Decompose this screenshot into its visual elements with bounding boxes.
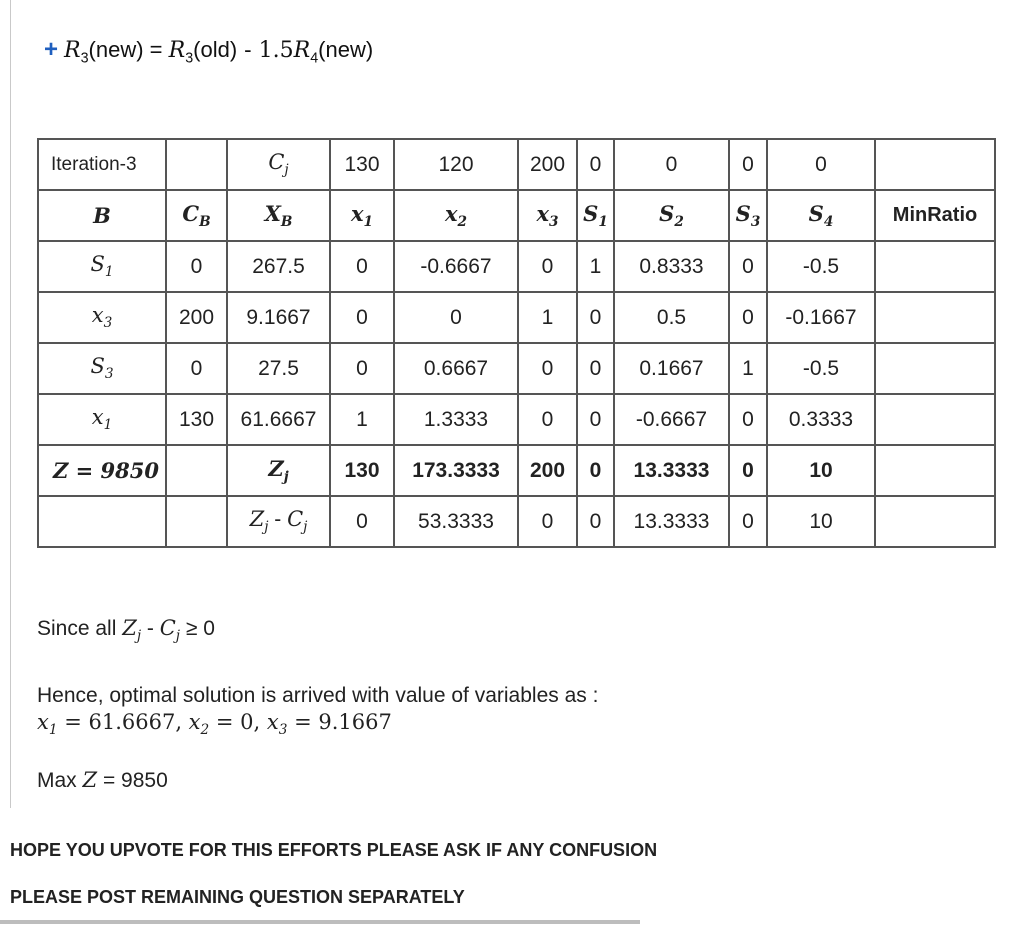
row-operation-sub: 3	[185, 50, 194, 67]
cb-value: 0	[166, 343, 227, 394]
math-var: X	[264, 200, 281, 226]
math-sub: 3	[549, 214, 559, 231]
math-sub: 3	[750, 214, 761, 231]
cj-label	[227, 139, 330, 190]
math-sub: j	[303, 519, 308, 536]
cell-value: 0.8333	[614, 241, 729, 292]
solution-value: = 9.1667	[287, 710, 392, 734]
maxz-prefix: Max	[37, 769, 83, 792]
conclusion-text: Hence, optimal solution is arrived with value of variables as :	[37, 684, 599, 707]
math-var: C	[159, 616, 176, 640]
math-var: C	[182, 200, 200, 226]
table-row	[38, 241, 995, 292]
cell-value: 0	[330, 292, 394, 343]
cell-value: 0	[577, 343, 614, 394]
iteration-label: Iteration-3	[38, 139, 166, 190]
math-var: S	[583, 200, 599, 226]
cell	[875, 445, 995, 496]
footer-post-text: PLEASE POST REMAINING QUESTION SEPARATELY	[10, 887, 465, 907]
math-sub: 2	[674, 214, 684, 231]
cb-value: 130	[166, 394, 227, 445]
math-var: Z	[122, 616, 137, 640]
row-operation-coefficient: - 1.5	[237, 38, 294, 63]
math-op: -	[141, 617, 160, 640]
cell-value: -0.6667	[614, 394, 729, 445]
cell-value: 1	[577, 241, 614, 292]
math-sub: 3	[278, 722, 288, 739]
cell	[875, 496, 995, 547]
math-var: Z	[82, 768, 98, 792]
math-sub: 3	[103, 315, 113, 332]
cj-value: 0	[577, 139, 614, 190]
cell-value: 1	[330, 394, 394, 445]
left-border-rule	[10, 0, 11, 808]
basis-var	[38, 241, 166, 292]
cell-value: 0	[518, 394, 577, 445]
math-sub: j	[175, 628, 181, 645]
zj-value: 10	[767, 445, 875, 496]
condition-suffix: ≥ 0	[180, 617, 215, 640]
header-row	[38, 190, 995, 241]
math-var: S	[659, 200, 675, 226]
zj-cj-value: 53.3333	[394, 496, 518, 547]
basis-var	[38, 394, 166, 445]
math-var: x	[188, 710, 201, 734]
math-sub: j	[284, 162, 289, 179]
math-var: S	[90, 252, 105, 277]
math-sub: 1	[103, 417, 113, 434]
math-sub: j	[283, 469, 289, 486]
zj-label	[227, 445, 330, 496]
zj-value: 13.3333	[614, 445, 729, 496]
solution-value: = 0,	[209, 710, 267, 734]
zj-cj-label	[227, 496, 330, 547]
math-var: x	[37, 710, 49, 734]
zj-cj-value: 13.3333	[614, 496, 729, 547]
basis-var	[38, 292, 166, 343]
math-var: C	[268, 150, 285, 175]
cell-value: -0.5	[767, 241, 875, 292]
cell-value: 0	[330, 343, 394, 394]
cell-value: 0	[729, 292, 767, 343]
max-z-result	[37, 768, 168, 793]
math-sub: 1	[104, 264, 114, 281]
zj-cj-value: 0	[518, 496, 577, 547]
math-sub: j	[264, 519, 269, 536]
cell	[166, 445, 227, 496]
maxz-value: = 9850	[97, 769, 168, 792]
math-sub: B	[280, 214, 293, 231]
header-col	[577, 190, 614, 241]
ratio-value	[875, 292, 995, 343]
zj-cj-row	[38, 496, 995, 547]
header-xb	[227, 190, 330, 241]
header-cb	[166, 190, 227, 241]
cell-value: 0	[729, 241, 767, 292]
header-col	[394, 190, 518, 241]
optimality-condition	[37, 616, 215, 644]
math-var: x	[266, 710, 279, 734]
simplex-table	[37, 138, 996, 548]
row-operation-var: R	[64, 38, 81, 63]
zj-cj-value: 0	[729, 496, 767, 547]
cell-value: 0	[394, 292, 518, 343]
header-col	[767, 190, 875, 241]
condition-prefix: Since all	[37, 617, 123, 640]
cell	[38, 496, 166, 547]
solution-values	[37, 710, 392, 738]
cj-value: 0	[767, 139, 875, 190]
zj-cj-value: 0	[577, 496, 614, 547]
cell-value: -0.6667	[394, 241, 518, 292]
cell	[875, 139, 995, 190]
math-var: x	[91, 303, 104, 328]
ratio-value	[875, 394, 995, 445]
row-operation-var: R	[168, 38, 186, 63]
solution-value: = 61.6667,	[57, 710, 189, 734]
zj-value: 173.3333	[394, 445, 518, 496]
basis-var	[38, 343, 166, 394]
cell-value: -0.5	[767, 343, 875, 394]
math-var: x	[91, 405, 104, 430]
header-basis: B	[38, 190, 166, 241]
cell	[166, 496, 227, 547]
cell-value: 0	[518, 343, 577, 394]
header-min-ratio: MinRatio	[875, 190, 995, 241]
math-var: x	[350, 200, 364, 226]
cj-value: 0	[614, 139, 729, 190]
row-operation-tag: (new)	[318, 37, 374, 62]
footer-upvote-text: HOPE YOU UPVOTE FOR THIS EFFORTS PLEASE ASK IF ANY CONFUSION	[10, 840, 658, 860]
math-sub: B	[199, 214, 211, 231]
zj-value: 200	[518, 445, 577, 496]
row-operation-var: R	[293, 38, 311, 63]
zj-cj-value: 10	[767, 496, 875, 547]
table-row	[38, 394, 995, 445]
math-sub: 3	[104, 366, 114, 383]
cell-value: 0.3333	[767, 394, 875, 445]
table-row	[38, 343, 995, 394]
cell-value: 1.3333	[394, 394, 518, 445]
cell-value: 1	[729, 343, 767, 394]
math-var: S	[735, 200, 751, 226]
cj-row	[38, 139, 995, 190]
cj-value: 120	[394, 139, 518, 190]
math-var: S	[90, 354, 105, 379]
header-col	[614, 190, 729, 241]
cell-value: 0.1667	[614, 343, 729, 394]
xb-value: 61.6667	[227, 394, 330, 445]
zj-value: 0	[729, 445, 767, 496]
table-row	[38, 292, 995, 343]
header-col	[330, 190, 394, 241]
bottom-scrollbar[interactable]	[0, 920, 640, 924]
cell-value: 0.6667	[394, 343, 518, 394]
zj-value: 130	[330, 445, 394, 496]
cj-value: 130	[330, 139, 394, 190]
math-sub: 2	[457, 214, 468, 231]
ratio-value	[875, 343, 995, 394]
math-var: C	[287, 507, 304, 532]
xb-value: 267.5	[227, 241, 330, 292]
xb-value: 27.5	[227, 343, 330, 394]
math-var: x	[444, 200, 458, 226]
math-var: Z	[268, 455, 284, 481]
math-sub: 4	[823, 214, 834, 231]
cell-value: 1	[518, 292, 577, 343]
zj-row	[38, 445, 995, 496]
cell-value: 0.5	[614, 292, 729, 343]
xb-value: 9.1667	[227, 292, 330, 343]
header-col	[518, 190, 577, 241]
math-sub: j	[136, 628, 142, 645]
cell-value: -0.1667	[767, 292, 875, 343]
math-var: Z	[249, 507, 265, 532]
row-operation-tag: (old)	[193, 37, 238, 62]
math-op: -	[268, 508, 288, 532]
row-operation	[44, 36, 373, 66]
math-var: S	[808, 200, 824, 226]
math-sub: 2	[200, 722, 210, 739]
row-operation-equals: =	[143, 37, 169, 62]
math-sub: 1	[598, 214, 608, 231]
math-sub: 1	[48, 722, 58, 739]
ratio-value	[875, 241, 995, 292]
cj-value: 200	[518, 139, 577, 190]
row-operation-sub: 4	[310, 50, 319, 67]
math-sub: 1	[363, 214, 374, 231]
z-value-text: Z = 9850	[53, 457, 159, 483]
cell-value: 0	[577, 394, 614, 445]
cj-value: 0	[729, 139, 767, 190]
math-var: x	[536, 200, 550, 226]
row-operation-sub: 3	[80, 50, 89, 67]
cell-value: 0	[518, 241, 577, 292]
zj-value: 0	[577, 445, 614, 496]
row-operation-tag: (new)	[88, 37, 144, 62]
z-value-label	[38, 445, 166, 496]
header-col	[729, 190, 767, 241]
zj-cj-value: 0	[330, 496, 394, 547]
cell-value: 0	[577, 292, 614, 343]
cb-value: 200	[166, 292, 227, 343]
cell	[166, 139, 227, 190]
cb-value: 0	[166, 241, 227, 292]
cell-value: 0	[729, 394, 767, 445]
cell-value: 0	[330, 241, 394, 292]
plus-icon: +	[44, 36, 59, 63]
